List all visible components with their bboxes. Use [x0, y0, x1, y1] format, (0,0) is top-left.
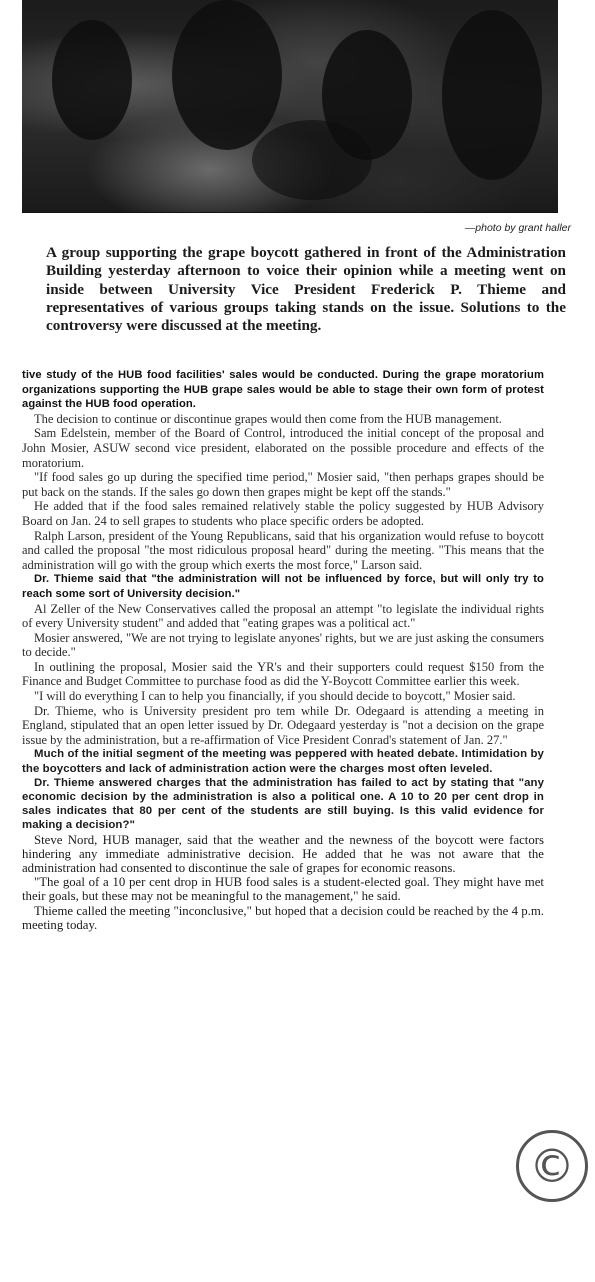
article-paragraph: "The goal of a 10 per cent drop in HUB food sales is a student-elected goal. They might have met their goals, but these may not be meaningful to the management," he said. — [22, 875, 544, 904]
article-body — [22, 368, 544, 932]
article-paragraph: tive study of the HUB food facilities' sales would be conducted. During the grape moratorium organizations supporting the HUB grape sales would be able to stage their own form of protest against the HUB food operation. — [22, 369, 544, 411]
article-paragraph: In outlining the proposal, Mosier said the YR's and their supporters could request $150 from the Finance and Budget Committee to purchase food as did the Y-Boycott Committee earlier this week. — [22, 659, 544, 689]
protest-photo — [22, 0, 558, 213]
article-paragraph: He added that if the food sales remained relatively stable the policy suggested by HUB Advisory Board on Jan. 24 to sell grapes to students who place specific orders be adopted. — [22, 499, 544, 528]
article-paragraph: Al Zeller of the New Conservatives called the proposal an attempt "to legislate the individual rights of every University student" and added that "eating grapes was a political act." — [22, 601, 544, 631]
article-paragraph: Much of the initial segment of the meeting was peppered with heated debate. Intimidation by the boycotters and lack of administration action were the charges most often leveled. — [22, 748, 544, 775]
article-paragraph: Thieme called the meeting "inconclusive," but hoped that a decision could be reached by the 4 p.m. meeting today. — [22, 903, 544, 932]
article-paragraph: Mosier answered, "We are not trying to legislate anyones' rights, but we are just asking the consumers to decide." — [22, 630, 544, 660]
article-paragraph: Dr. Thieme said that "the administration will not be influenced by force, but will only try to reach some sort of University decision." — [22, 573, 544, 600]
article-paragraph: Dr. Thieme answered charges that the administration has failed to act by stating that "any economic decision by the administration is also a political one. A 10 to 20 per cent drop in sales indicates that 80 per cent of the students are still buying. Is this valid evidence for making a decision?" — [22, 776, 544, 832]
article-paragraph: "If food sales go up during the specified time period," Mosier said, "then perhaps grapes should be put back on the stands. If the sales go down then grapes might be kept off the stands." — [22, 470, 544, 499]
article-paragraph: The decision to continue or discontinue grapes would then come from the HUB management. — [34, 411, 502, 426]
article-paragraph: Steve Nord, HUB manager, said that the weather and the newness of the boycott were factors hindering any immediate administrative decision. He added that he was not aware that the administration had consented to discontinue the sale of grapes for economic reasons. — [22, 832, 544, 876]
article-paragraph: "I will do everything I can to help you financially, if you should decide to boycott," Mosier said. — [34, 689, 516, 704]
copyright-watermark-icon: © — [516, 1130, 588, 1202]
article-paragraph: Dr. Thieme, who is University president pro tem while Dr. Odegaard is attending a meeting in England, stipulated that an open letter issued by Dr. Odegaard yesterday is "not a decision on the grape issue by the administration, but a re-affirmation of Vice President Conrad's statement of Jan. 27." — [22, 703, 544, 747]
article-paragraph: Ralph Larson, president of the Young Republicans, said that his organization would refuse to boycott and called the proposal "the most ridiculous proposal heard" during the meeting. "This means that the administration will go with the group which exerts the most force," Larson said. — [22, 528, 544, 572]
article-paragraph: Sam Edelstein, member of the Board of Control, introduced the initial concept of the proposal and John Mosier, ASUW second vice president, elaborated on the possible procedure and effects of the moratorium. — [22, 426, 544, 470]
photo-caption: A group supporting the grape boycott gathered in front of the Administration Building yesterday afternoon to voice their opinion while a meeting went on inside between University Vice President Frederick P. Thieme and representatives of various groups taking stands on the issue. Solutions to the controversy were discussed at the meeting. — [46, 244, 566, 335]
photo-credit: —photo by grant haller — [464, 222, 571, 234]
